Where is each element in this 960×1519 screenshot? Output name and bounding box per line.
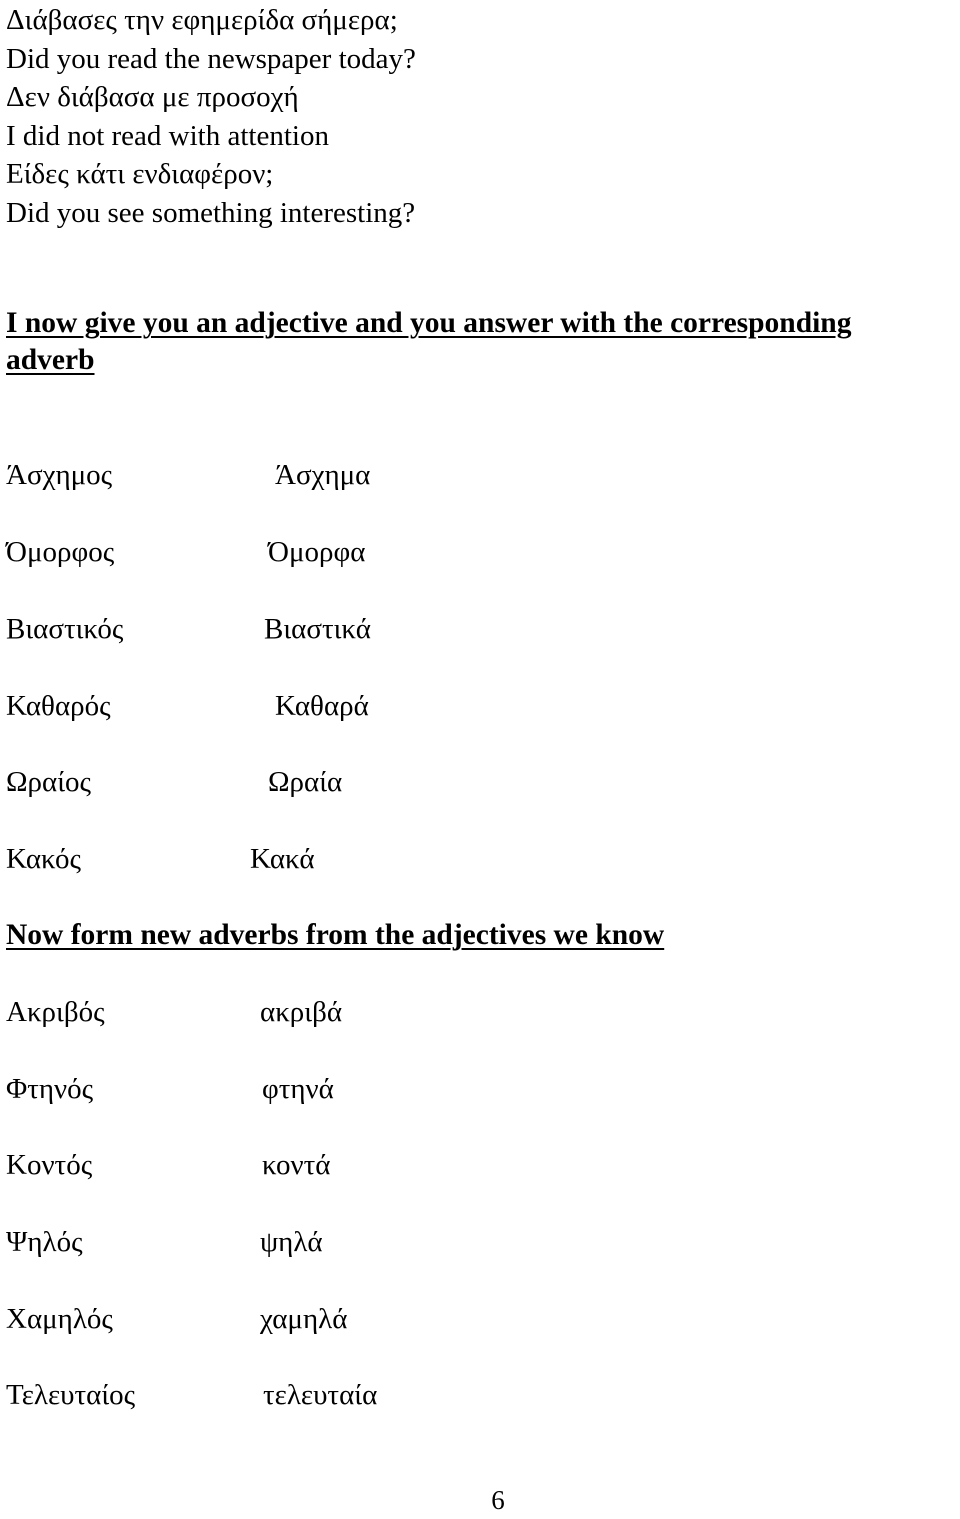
adverb: χαμηλά	[260, 1303, 348, 1335]
exercise1-row	[0, 763, 960, 801]
exercise1-row	[0, 687, 960, 725]
exercise1-row	[0, 840, 960, 878]
adverb: Ωραία	[268, 766, 343, 798]
exercise1-row	[0, 610, 960, 648]
exercise2-row	[0, 993, 960, 1031]
adjective: Όμορφος	[6, 536, 115, 568]
intro-line: I did not read with attention	[6, 119, 329, 152]
adverb: τελευταία	[263, 1379, 378, 1411]
intro-line: Δεν διάβασα με προσοχή	[6, 81, 299, 113]
exercise2-row	[0, 1146, 960, 1184]
exercise1-heading	[6, 304, 960, 379]
adjective: Χαμηλός	[6, 1303, 113, 1335]
exercise2-row	[0, 1376, 960, 1414]
adjective: Φτηνός	[6, 1073, 94, 1105]
intro-dialogue	[6, 1, 416, 232]
adjective: Καθαρός	[6, 690, 111, 722]
exercise2-row	[0, 1070, 960, 1108]
adjective: Ακριβός	[6, 996, 105, 1028]
exercise1-heading-line2: adverb	[6, 344, 95, 376]
adverb: ακριβά	[260, 996, 343, 1028]
exercise2-row	[0, 1300, 960, 1338]
exercise1-heading-line1: I now give you an adjective and you answer with the corresponding	[6, 307, 852, 339]
adjective: Τελευταίος	[6, 1379, 136, 1411]
adverb: Καθαρά	[275, 690, 369, 722]
adverb: φτηνά	[262, 1073, 334, 1105]
adverb: Άσχημα	[275, 459, 371, 491]
adverb: Όμορφα	[268, 536, 366, 568]
adjective: Βιαστικός	[6, 613, 124, 645]
intro-line: Did you read the newspaper today?	[6, 42, 416, 75]
exercise2-heading: Now form new adverbs from the adjectives we know	[6, 919, 665, 951]
exercise2-row	[0, 1223, 960, 1261]
adjective: Κακός	[6, 843, 82, 875]
adverb: Κακά	[250, 843, 315, 875]
adjective: Ψηλός	[6, 1226, 83, 1258]
adjective: Ωραίος	[6, 766, 92, 798]
intro-line: Did you see something interesting?	[6, 196, 416, 229]
exercise1-row	[0, 456, 960, 494]
adverb: κοντά	[262, 1149, 331, 1181]
page-number: 6	[491, 1485, 505, 1515]
adjective: Κοντός	[6, 1149, 93, 1181]
exercise1-row	[0, 533, 960, 571]
adjective: Άσχημος	[6, 459, 113, 491]
adverb: Βιαστικά	[264, 613, 371, 645]
adverb: ψηλά	[260, 1226, 323, 1258]
intro-line: Διάβασες την εφημερίδα σήμερα;	[6, 4, 398, 36]
intro-line: Είδες κάτι ενδιαφέρον;	[6, 158, 274, 190]
